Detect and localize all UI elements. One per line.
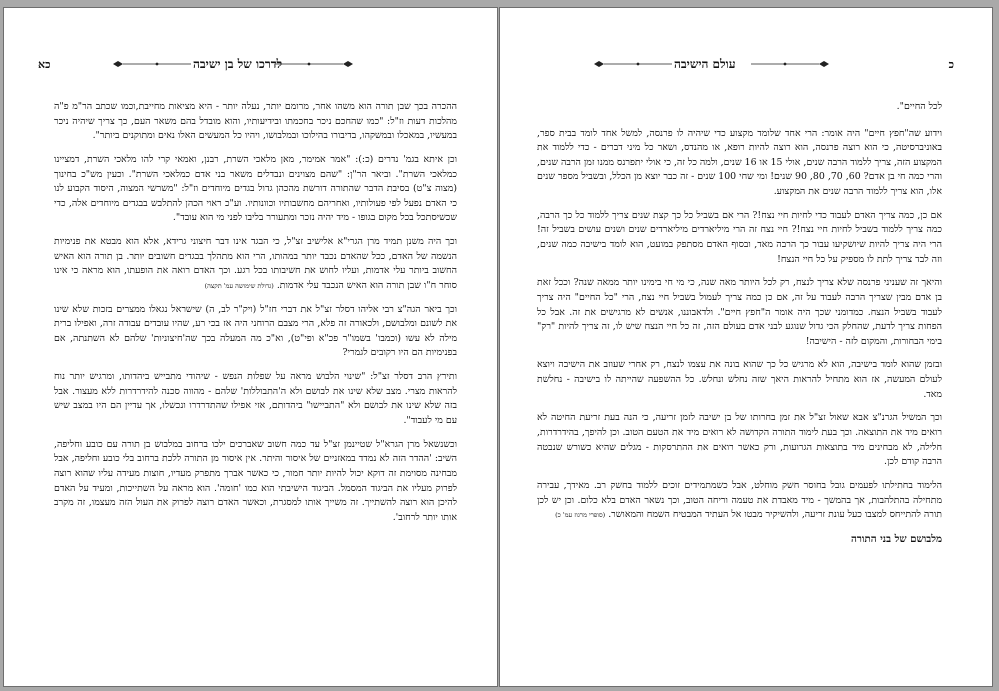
opening-line: לכל החיים". [896,101,942,112]
paragraph: וכן איתא בגמ' נדרים (כ:): "אמר אמימר, מאן מלאכי השרת, רבנן, ואמאי קרי להו מלאכי השרת, דמציינו כמלאכי השרת". וביאר הר"ן: "שהם מצוינים ונבדלים משאר בני אדם כמלאכי השרת". וכעין מש"כ בחינוך (מצוה צ"ט) בסיבת הדבר שהתורה דורשת מהכהן גדול בגדים מיוחדים וז"ל: "משרשי המצוה, היסוד הקבוע לנו כי האדם נפעל לפי פעולותיו, ואחריהם מחשבותיו וכוונותיו. וע"כ ראוי הכהן להתלבש בבגדים מיוחדים אלה, כדי שכשיסתכל בכל מקום בגופו - מיד יהיה נזכר ומתעורר בליבו לפני מי הוא עובד". [54,153,457,224]
right-running-title: עולם הישיבה [674,57,736,71]
ornament-rule-icon [275,59,355,69]
ornament-rule-icon [111,59,191,69]
paragraph: ובזמן שהוא לומד בישיבה, הוא לא מרגיש כל כך שהוא בונה את עצמו לנצח, רק אחרי שעוזב את הישיבה ויוצא לעולם המעשה, אז הוא מתחיל להראות היאך שזה נחלש ונחלש. כל ההשפעה שהייתה לו בישיבה - נחלשת מאד. [537,359,942,400]
source-note: (גדולת שימושה עמ' תקצה) [204,281,274,290]
right-page-body [537,100,942,556]
right-page [499,7,993,687]
right-page-number: כ [948,58,954,71]
paragraph-text: וכך היה משנן תמיד מרן הגרי"א אלישיב זצ"ל, כי הבגד אינו דבר חיצוני גרידא, אלא הוא מבטא את פנימיות הנשמה של האדם, ככל שהאדם נכבד יותר במהותו, הרי הוא מתהלך בבגדים חשובים יותר. בן תורה הוא האיש החשוב ביותר עלי אדמות, ועליו לחוש את חשיבותו בכל רגע. וכך האדם רואה את הופעתו, הוא מראה כי אינו סוחר ח"ו שבן תורה הוא האיש הנכבד עלי אדמות. [54,236,457,291]
paragraph [537,479,942,523]
paragraph: אם כן, כמה צריך האדם לעבוד כדי לחיות חיי נצח!? הרי אם בשביל כל כך קצת שנים צריך ללמוד כל כך הרבה, כמה צריך ללמוד בשביל לחיות חיי נצח!? חיי נצח זה הרי מיליארדים מיליארדים שנים ושנים עושים בשביל זה! הרי היה צריך להיות שיושקיעו עבור כך הרבה מאד, ובסוף האדם מסתפק במועט, הוא לומד בישיבה כמה שנים, וזה לבד צריך לתת לו מספיק על כל חיי הנצח! [537,209,942,265]
right-page-header [532,56,954,76]
paragraph: וכשנשאל מרן הגרא"ל שטיינמן זצ"ל עד כמה חשוב שאברכים ילכו ברחוב במלבוש בן תורה עם כובע וחליפה, השיב: 'ההדר הזה לא נמדד במאזניים של איסור והיתר. אין איסור מן התורה ללכת ברחוב בלי כובע וחליפה, אבל מבחינה מסוימת זה דוקא יכול להיות יותר חמור, כי כאשר אברך מתפרק מעדיו, חוצות מעידה עליו שהוא רוצה לפרוק מעליו את הביגוד המסמל. הביגוד הישיבתי הוא כמו 'חומה'. הוא מראה על השתייכות, ומעיד על האדם להיכן הוא רוצה להשתייך. זה משייך אותו למסגרת, וכאשר האדם רוצה לפרוק את העול הזה מעצמו, זה מקרב אותו יותר לרחוב'. [54,438,457,523]
left-running-title: לדרכו של בן ישיבה [193,57,283,71]
paragraph: ותירץ הרב דסלר זצ"ל: "שינוי הלבוש מראה על שפלות הנפש - שיהודי מתבייש ביהדותו, ומרגיש יותר נוח להראות מצרי. מצב שלא שינו את לבושם ולא ה'התבוללות' שלהם - מהווה סכנה להידרדרות ללא מעצור. אבל בזה שלא שינו את לבושם ולא "התביישו" ביהדותם, אזי אפילו שהתדרדרו ונכשלו, אך עדיין הם היו במצב שיש עם מי לעבוד". [54,371,457,427]
left-page-body [54,100,457,535]
paragraph-text: הלימוד בחתילתו לפעמים גובל בחוסר חשק מוחלט, אבל כשמתמידים זוכים ללמוד בחשק רב. מאידך, עבירה מתחילה בהתלהבות, אך בהמשך - מיד מאבדת את טעמה וריחה הטוב, וכך נשאר האדם בלא כלום. וכן יש לכן תורה להתייחס למצבו כעל עונת זריעה, ולהשיקיר מבטו אל העתיד המבטיח השמח והמאושר. [537,480,942,521]
section-heading: מלבושם של בני התורה [851,532,942,545]
source-note: (סופרי מרגוז עמ' כ) [555,511,606,520]
paragraph: והיאך זה שעניני פרנסה שלא צריך לנצח, רק לכל היותר מאה שנה, כי מי חי בימינו יותר ממאה שנה? וככל זאת בן אדם מבין שצריך הרבה לעבוד על זה, אם כן כמה צריך לעמול בשביל חיי נצח, הרי "כל החיים" היה צריך לעבוד בשביל הנצח. כמדומני שכך היה אומר ה"חפץ חיים". ולדאבוננו, אנשים לא מרגישים את זה. אבל כל הפחות צריך לדעת, שהחלק הכי גדול שנוגע לבני אדם בעולם הזה, זה כל חיי הנצח שיש לו, זה צריך להיות "רק" בימי הבחורות, והמקום לזה - הישיבה! [537,277,942,347]
paragraph: וכך המשיל הגרנ"צ אבא שאול זצ"ל את זמן בחרותו של בן ישיבה לזמן זריעה, כי הנה בעת זריעת החיטה לא רואים מיד את התוצאה. וכך בעת לימוד התורה הקדושה לא רואים מיד את הטעם הטוב. וכן להיפך, בהידרדרות, חלילה, לא מבחינים מיד בתוצאות הגרועות, ורק כאשר רואים את ההתרסקות - מגלים שהיא כשורש שנבטה הרבה קודם לכן. [537,412,942,468]
paragraph [54,235,457,293]
left-page [3,7,498,687]
paragraph: וידוע שה"חפץ חיים" היה אומר: הרי אחד שלומד מקצוע כדי שיהיה לו פרנסה, למשל אחד לומד בבית ספר, באוניברסיטה, כי הוא רוצה פרנסה, הוא רוצה להיות רופא, או מהנדס, ושאר כל מיני דברים - כדי ללמוד את המקצוע הזה, צריך ללמוד הרבה שנים, אולי 15 או 16 שנים, ולמה כל זה, כי אולי יתפרנס ממנו זמן הרבה שנים, והרי כמה חי בן אדם? 60, 70, 80, 90 שנים! ומי שחי 100 שנים - זה כבר יוצא מן הכלל, ובשביל מספר שנים אלו, הוא צריך ללמוד הרבה שנים את המקצוע. [537,127,942,197]
left-page-header [38,56,467,76]
ornament-rule-icon [592,59,672,69]
ornament-rule-icon [751,59,831,69]
left-page-number: כא [38,58,51,71]
paragraph: ההכרה בכך שבן תורה הוא משהו אחר, מרומם יותר, נעלה יותר - היא מציאות מחייבת,וכמו שכתב הר"מ פ"ה מהלכות דעות וז"ל: "כמו שהחכם ניכר בחכמתו ובידיעותיו, והוא מובדל בהם משאר העם, כך צריך שיהיה ניכר במעשיו, במאכלו ובמשקהו, בדיבורו בהילוכו ובמלבושו, ויהיו כל המעשים האלו נאים ומתוקנים ביותר". [54,101,457,142]
paragraph: וכך ביאר הגה"צ רבי אליהו דסלר זצ"ל את דברי חז"ל (ויק"ר לב, ה) שישראל נגאלו ממצרים בזכות שלא שינו את לשונם ומלבושם, ולכאורה זה פלא, הרי מצבם הרוחני היה אז בכי רע, שהיו עובדים עבודה זרה, ואפילו ברית מילה לא עשו (וכמבו' בשמו"ר פכ"א ופי"ט), וא"כ מה המעלה בכך שה'חיצוניות' שלהם לא השתנתה, אם בפנימיות הם היו רקובים לגמרי? [54,303,457,359]
